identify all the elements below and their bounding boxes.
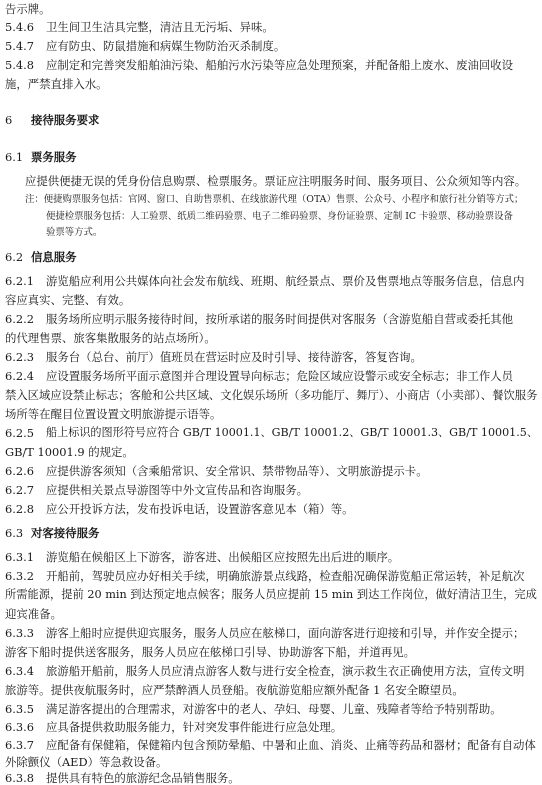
clause-text-line: 服务场所应明示服务接待时间，按所承诺的服务时间提供对客服务（含游览船自营或委托其他: [46, 312, 514, 326]
clause-text-line: 所需能源，提前 20 min 到达预定地点候客；服务人员应提前 15 min 到达工作岗位，做好清洁卫生，完成: [5, 588, 537, 601]
clause-number: 6.3.3: [5, 626, 34, 640]
section-title: 票务服务: [31, 150, 77, 164]
clause-number: 6.3.7: [5, 738, 34, 752]
clause-number: 6.3.2: [5, 569, 34, 583]
clause-text-line: 应设置服务场所平面示意图并合理设置导向标志；危险区域应设警示或安全标志；非工作人员: [46, 369, 514, 383]
clause-text-line: 应制定和完善突发船舶油污染、船舶污水污染等应急处理预案，并配备船上废水、废油回收设: [46, 58, 514, 72]
clause-number: 6.2.1: [5, 274, 34, 288]
clause-text: 提供具有特色的旅游纪念品销售服务。: [46, 771, 240, 785]
clause-number: 6.3.8: [5, 771, 34, 785]
clause-number: 6.3.1: [5, 550, 34, 564]
clause-text-line: 施，严禁直排入水。: [5, 77, 108, 91]
section-title: 对客接待服务: [31, 526, 100, 540]
section-title: 信息服务: [31, 250, 77, 264]
clause-number: 6.2.4: [5, 369, 34, 383]
clause-text-line: 应配备有保健箱，保健箱内包含预防晕船、中暑和止血、消炎、止痛等药品和器材；配备有自动体: [46, 738, 536, 752]
section-heading-6: [5, 113, 99, 127]
clause-number: 6.3.5: [5, 702, 34, 716]
clause-text-line: 场所等在醒目位置设置文明旅游提示语等。: [5, 407, 222, 421]
section-number: 6.1: [5, 150, 24, 164]
section-number: 6.2: [5, 250, 24, 264]
clause-number: 6.2.7: [5, 483, 34, 497]
clause-number: 5.4.7: [5, 39, 34, 53]
clause-text-line: 游览船应利用公共媒体向社会发布航线、班期、航经景点、票价及售票地点等服务信息，信息内: [46, 274, 525, 288]
clause-number: 5.4.6: [5, 20, 34, 34]
clause-text-line: 迎宾准备。: [5, 607, 62, 621]
clause-text-line: 旅游船开船前，服务人员应清点游客人数与进行安全检查，演示救生衣正确使用方法，宣传文明: [46, 664, 525, 678]
clause-text: 游览船在候船区上下游客，游客进、出候船区应按照先出后进的顺序。: [46, 550, 400, 564]
clause-number: 6.3.4: [5, 664, 34, 678]
clause-text: 满足游客提出的合理需求，对游客中的老人、孕妇、母婴、儿童、残障者等给予特别帮助。: [46, 702, 502, 716]
clause-text-line: 容应真实、完整、有效。: [5, 293, 131, 307]
clause-text: 服务台（总台、前厅）值班员在营运时应及时引导、接待游客，答复咨询。: [46, 350, 422, 364]
clause-text: 应公开投诉方法，发布投诉电话，设置游客意见本（箱）等。: [46, 502, 354, 516]
continued-text: 告示牌。: [5, 2, 51, 16]
clause-text-line: 船上标识的图形符号应符合 GB/T 10001.1、GB/T 10001.2、GB/T 10001.3、GB/T 10001.5、: [46, 426, 538, 439]
note-line: 注：便捷购票服务包括：官网、窗口、自助售票机、在线旅游代理（OTA）售票、公众号、小程序和旅行社分销等方式；: [25, 194, 524, 205]
section-number: 6: [5, 113, 13, 127]
clause-text: 应具备提供救助服务能力，针对突发事件能进行应急处理。: [46, 720, 343, 734]
clause-number: 6.2.3: [5, 350, 34, 364]
clause-text: 应提供游客须知（含乘船常识、安全常识、禁带物品等）、文明旅游提示卡。: [46, 464, 428, 478]
clause-text-line: 游客下船时提供送客服务，服务人员应在舷梯口引导、协助游客下船，并道再见。: [5, 645, 416, 659]
clause-number: 6.2.5: [5, 426, 34, 440]
clause-text-line: GB/T 10001.9 的规定。: [5, 445, 134, 459]
clause-text-line: 禁入区域应设禁止标志；客舱和公共区域、文化娱乐场所（多功能厅、舞厅）、小商店（小卖部）、餐饮服务: [5, 388, 538, 402]
clause-text-line: 的代理售票、旅客集散服务的站点场所）。: [5, 331, 216, 345]
clause-number: 6.2.2: [5, 312, 34, 326]
paragraph-6-1: 应提供便捷无误的凭身份信息购票、检票服务。票证应注明服务时间、服务项目、公众须知等内容。: [25, 174, 527, 188]
clause-number: 6.2.8: [5, 502, 34, 516]
section-heading-6-1: [5, 150, 77, 164]
clause-number: 6.3.6: [5, 720, 34, 734]
section-heading-6-3: [5, 526, 99, 540]
section-title: 接待服务要求: [31, 113, 100, 127]
section-heading-6-2: [5, 250, 77, 264]
note-line: 便捷检票服务包括：人工验票、纸质二维码验票、电子二维码验票、身份证验票、定制 IC 卡验票、移动验票设备: [46, 211, 513, 222]
section-number: 6.3: [5, 526, 24, 540]
clause-text: 应有防虫、防鼠措施和病媒生物防治灭杀制度。: [46, 39, 286, 53]
note-line: 验票等方式。: [46, 227, 103, 238]
clause-text: 卫生间卫生洁具完整，清洁且无污垢、异味。: [46, 20, 274, 34]
clause-number: 6.2.6: [5, 464, 34, 478]
clause-text-line: 旅游等。提供夜航服务时，应严禁醉酒人员登船。夜航游览船应额外配备 1 名安全瞭望员。: [5, 683, 464, 697]
clause-text-line: 游客上船时应提供迎宾服务，服务人员应在舷梯口，面向游客进行迎接和引导，并作安全提示；: [46, 626, 525, 640]
clause-text-line: 外除颤仪（AED）等急救设备。: [5, 755, 168, 769]
clause-text-line: 开船前，驾驶员应办好相关手续，明确旅游景点线路，检查船况确保游览船正常运转，补足航次: [46, 569, 525, 583]
clause-number: 5.4.8: [5, 58, 34, 72]
clause-text: 应提供相关景点导游图等中外文宣传品和咨询服务。: [46, 483, 308, 497]
